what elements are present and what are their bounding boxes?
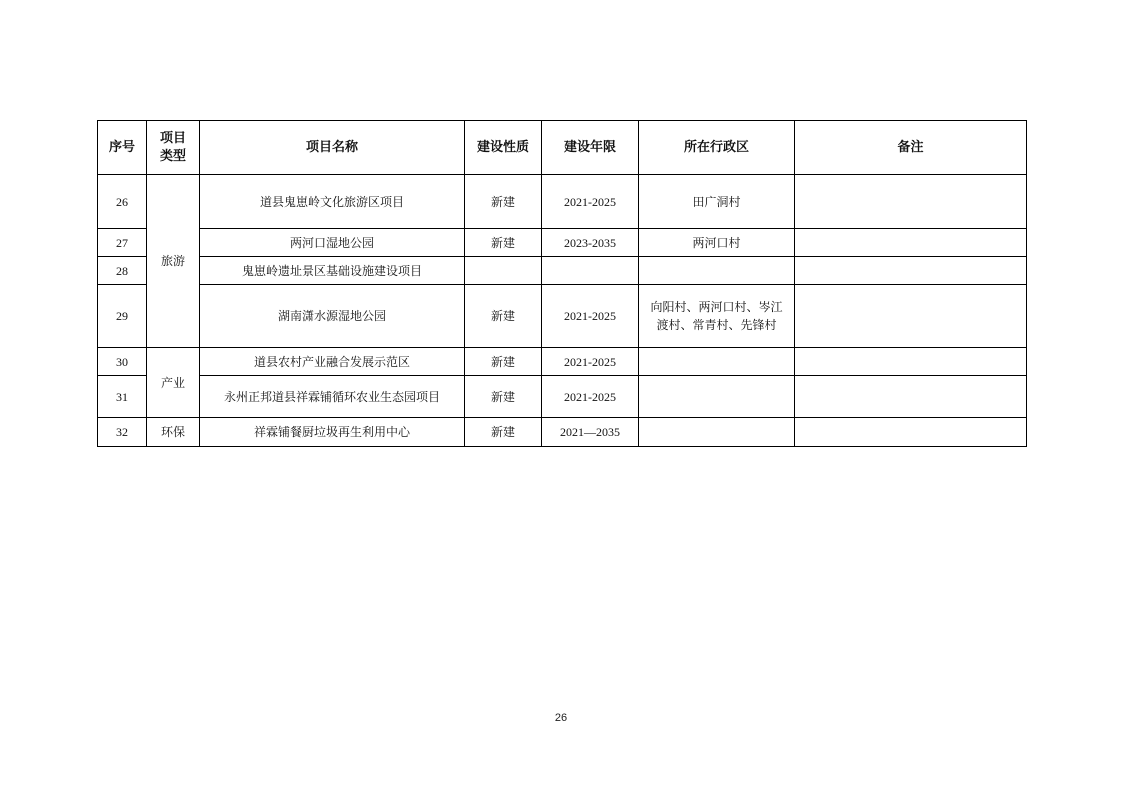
cell-region: 向阳村、两河口村、岑江渡村、常青村、先锋村: [639, 285, 795, 348]
cell-seq: 32: [98, 418, 147, 447]
cell-nature: 新建: [465, 229, 542, 257]
cell-remark: [795, 376, 1027, 418]
cell-region: 两河口村: [639, 229, 795, 257]
cell-region: [639, 348, 795, 376]
cell-region: [639, 376, 795, 418]
header-type: 项目类型: [147, 121, 200, 175]
cell-seq: 28: [98, 257, 147, 285]
cell-remark: [795, 257, 1027, 285]
cell-years: 2021—2035: [542, 418, 639, 447]
table-row: [98, 175, 1027, 229]
header-name: 项目名称: [200, 121, 465, 175]
cell-remark: [795, 285, 1027, 348]
cell-name: 湖南潇水源湿地公园: [200, 285, 465, 348]
cell-nature: 新建: [465, 418, 542, 447]
cell-name: 祥霖铺餐厨垃圾再生利用中心: [200, 418, 465, 447]
cell-remark: [795, 229, 1027, 257]
cell-years: 2021-2025: [542, 175, 639, 229]
table-row: [98, 418, 1027, 447]
cell-nature: [465, 257, 542, 285]
cell-region: 田广洞村: [639, 175, 795, 229]
cell-nature: 新建: [465, 285, 542, 348]
header-region: 所在行政区: [639, 121, 795, 175]
table-row: [98, 376, 1027, 418]
header-remark: 备注: [795, 121, 1027, 175]
cell-nature: 新建: [465, 348, 542, 376]
table-row: [98, 285, 1027, 348]
cell-type-industry: 产业: [147, 348, 200, 418]
project-table: [97, 120, 1027, 447]
cell-region: [639, 418, 795, 447]
cell-seq: 31: [98, 376, 147, 418]
table-row: [98, 257, 1027, 285]
header-seq: 序号: [98, 121, 147, 175]
cell-remark: [795, 175, 1027, 229]
cell-seq: 30: [98, 348, 147, 376]
cell-name: 道县鬼崽岭文化旅游区项目: [200, 175, 465, 229]
page-number: 26: [554, 712, 568, 724]
cell-name: 道县农村产业融合发展示范区: [200, 348, 465, 376]
table-row: [98, 229, 1027, 257]
cell-remark: [795, 348, 1027, 376]
cell-seq: 29: [98, 285, 147, 348]
cell-type-environment: 环保: [147, 418, 200, 447]
cell-years: 2023-2035: [542, 229, 639, 257]
cell-years: 2021-2025: [542, 348, 639, 376]
cell-remark: [795, 418, 1027, 447]
cell-years: 2021-2025: [542, 285, 639, 348]
header-nature: 建设性质: [465, 121, 542, 175]
cell-years: 2021-2025: [542, 376, 639, 418]
cell-nature: 新建: [465, 175, 542, 229]
cell-nature: 新建: [465, 376, 542, 418]
cell-years: [542, 257, 639, 285]
cell-name: 两河口湿地公园: [200, 229, 465, 257]
table-row: [98, 348, 1027, 376]
cell-name: 鬼崽岭遗址景区基础设施建设项目: [200, 257, 465, 285]
cell-name: 永州正邦道县祥霖铺循环农业生态园项目: [200, 376, 465, 418]
cell-seq: 26: [98, 175, 147, 229]
cell-type-tourism: 旅游: [147, 175, 200, 348]
header-years: 建设年限: [542, 121, 639, 175]
cell-region: [639, 257, 795, 285]
cell-seq: 27: [98, 229, 147, 257]
header-row: [98, 121, 1027, 175]
